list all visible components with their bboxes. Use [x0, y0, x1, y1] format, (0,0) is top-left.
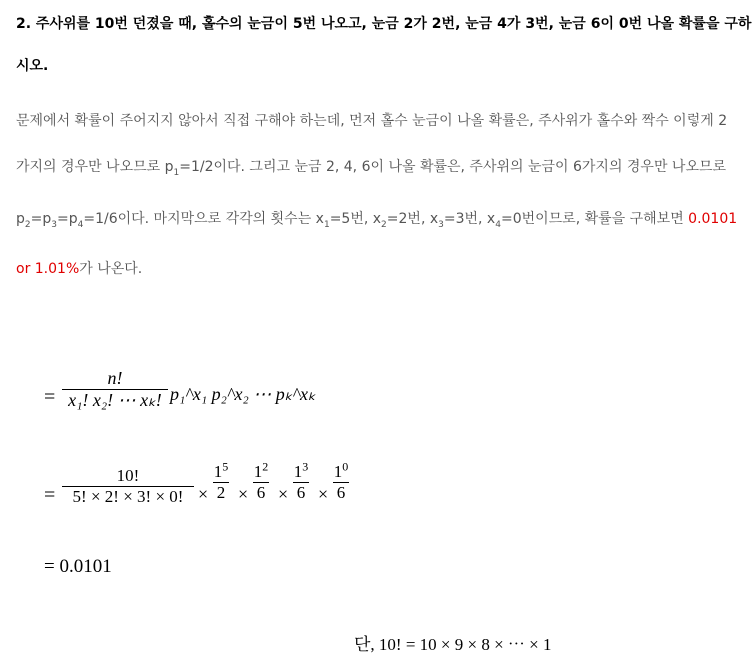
explanation-text: =0번이므로, 확률을 구해보면 — [500, 211, 689, 227]
coefficient-fraction — [62, 466, 194, 507]
prob-fraction-1 — [213, 459, 229, 503]
times-sign: × — [278, 484, 289, 504]
denominator: 6 — [336, 483, 346, 502]
one: 1 — [213, 462, 223, 481]
answer-percent: or 1.01% — [16, 261, 80, 277]
result-value: = 0.0101 — [44, 556, 112, 577]
prob-fraction-2 — [253, 459, 269, 503]
exponent: 2 — [262, 459, 269, 474]
multinomial-coefficient — [62, 368, 168, 411]
denominator: 2 — [216, 483, 226, 502]
one: 1 — [333, 462, 343, 481]
denominator: x₁! x₂! ⋯ xₖ! — [68, 390, 162, 410]
explanation-line-2 — [16, 156, 726, 178]
numerator: 10! — [116, 466, 140, 485]
prob-fraction-4 — [333, 459, 349, 503]
exponent: 5 — [222, 459, 229, 474]
explanation-line-4 — [16, 258, 142, 278]
one: 1 — [253, 462, 263, 481]
subscript: 3 — [51, 220, 57, 230]
explanation-text: =5번, x — [329, 211, 382, 227]
one: 1 — [293, 462, 303, 481]
subscript: 2 — [381, 220, 387, 230]
subscript: 4 — [495, 220, 501, 230]
explanation-line-1: 문제에서 확률이 주어지지 않아서 직접 구해야 하는데, 먼저 홀수 눈금이 나올 확률은, 주사위가 홀수와 짝수 이렇게 2 — [16, 113, 728, 129]
times-sign: × — [198, 484, 209, 504]
subscript: 4 — [77, 220, 84, 230]
explanation-text: =1/2이다. 그리고 눈금 2, 4, 6이 나올 확률은, 주사위의 눈금이 6가지의 경우만 나오므로 — [179, 159, 727, 175]
explanation-text: p — [16, 211, 25, 227]
factorial-note: 단, 10! = 10 × 9 × 8 × ⋯ × 1 — [354, 635, 552, 654]
times-sign: × — [318, 484, 329, 504]
explanation-text: =p — [56, 211, 78, 227]
explanation-text: =1/6이다. 마지막으로 각각의 횟수는 x — [83, 211, 324, 227]
exponent: 3 — [302, 459, 309, 474]
answer-value: 0.0101 — [688, 211, 738, 227]
explanation-text: =2번, x — [386, 211, 439, 227]
equals-sign: = — [44, 484, 56, 506]
question-line-1: 2. 주사위를 10번 던졌을 때, 홀수의 눈금이 5번 나오고, 눈금 2가 2번, 눈금 4가 3번, 눈금 6이 0번 나올 확률을 구하 — [16, 16, 752, 32]
prob-fraction-3 — [293, 459, 309, 503]
denominator: 6 — [296, 483, 306, 502]
explanation-text: =p — [30, 211, 52, 227]
denominator: 5! × 2! × 3! × 0! — [72, 487, 184, 506]
numerator — [333, 459, 349, 482]
equals-sign: = — [44, 386, 56, 408]
exponent: 0 — [342, 459, 349, 474]
subscript: 1 — [323, 220, 330, 230]
times-sign: × — [238, 484, 249, 504]
numerator — [293, 459, 309, 482]
numerator — [253, 459, 269, 482]
explanation-text: =3번, x — [443, 211, 496, 227]
subscript: 3 — [438, 220, 444, 230]
numerator: n! — [107, 368, 123, 388]
subscript: 1 — [173, 168, 180, 178]
numerator — [213, 459, 229, 482]
explanation-text: 가 나온다. — [79, 261, 143, 277]
question-line-2: 시오. — [16, 58, 49, 74]
explanation-line-3 — [16, 208, 737, 230]
subscript: 2 — [24, 220, 31, 230]
denominator: 6 — [256, 483, 266, 502]
probability-product: p₁^x₁ p₂^x₂ ⋯ pₖ^xₖ — [170, 384, 316, 404]
explanation-text: 가지의 경우만 나오므로 p — [16, 159, 174, 175]
